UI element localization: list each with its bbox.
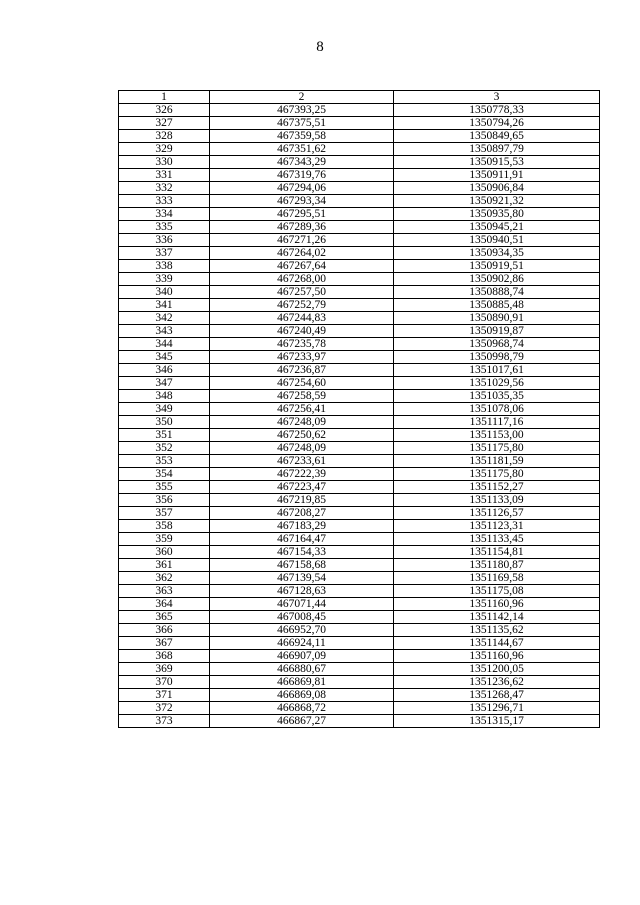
x-coordinate-cell: 467256,41 bbox=[210, 403, 394, 416]
y-coordinate-cell: 1351133,09 bbox=[394, 494, 600, 507]
y-coordinate-cell: 1350919,51 bbox=[394, 260, 600, 273]
y-coordinate-cell: 1351200,05 bbox=[394, 663, 600, 676]
y-coordinate-cell: 1350919,87 bbox=[394, 325, 600, 338]
point-number-cell: 356 bbox=[119, 494, 210, 507]
y-coordinate-cell: 1350945,21 bbox=[394, 221, 600, 234]
table-row bbox=[119, 429, 600, 442]
table-row bbox=[119, 559, 600, 572]
x-coordinate-cell: 467375,51 bbox=[210, 117, 394, 130]
x-coordinate-cell: 467258,59 bbox=[210, 390, 394, 403]
y-coordinate-cell: 1351169,58 bbox=[394, 572, 600, 585]
table-row bbox=[119, 702, 600, 715]
point-number-cell: 358 bbox=[119, 520, 210, 533]
x-coordinate-cell: 467139,54 bbox=[210, 572, 394, 585]
column-header-1: 1 bbox=[119, 91, 210, 104]
point-number-cell: 357 bbox=[119, 507, 210, 520]
y-coordinate-cell: 1350934,35 bbox=[394, 247, 600, 260]
table-row bbox=[119, 546, 600, 559]
table-row bbox=[119, 715, 600, 728]
point-number-cell: 340 bbox=[119, 286, 210, 299]
point-number-cell: 348 bbox=[119, 390, 210, 403]
x-coordinate-cell: 467240,49 bbox=[210, 325, 394, 338]
x-coordinate-cell: 467071,44 bbox=[210, 598, 394, 611]
x-coordinate-cell: 467222,39 bbox=[210, 468, 394, 481]
point-number-cell: 329 bbox=[119, 143, 210, 156]
y-coordinate-cell: 1351160,96 bbox=[394, 598, 600, 611]
x-coordinate-cell: 466869,08 bbox=[210, 689, 394, 702]
table-row bbox=[119, 442, 600, 455]
y-coordinate-cell: 1350849,65 bbox=[394, 130, 600, 143]
x-coordinate-cell: 467128,63 bbox=[210, 585, 394, 598]
point-number-cell: 328 bbox=[119, 130, 210, 143]
table-row bbox=[119, 611, 600, 624]
table-row bbox=[119, 390, 600, 403]
table-row bbox=[119, 572, 600, 585]
point-number-cell: 369 bbox=[119, 663, 210, 676]
y-coordinate-cell: 1350940,51 bbox=[394, 234, 600, 247]
y-coordinate-cell: 1351135,62 bbox=[394, 624, 600, 637]
table-row bbox=[119, 195, 600, 208]
table-row bbox=[119, 286, 600, 299]
point-number-cell: 342 bbox=[119, 312, 210, 325]
x-coordinate-cell: 467248,09 bbox=[210, 416, 394, 429]
table-row bbox=[119, 299, 600, 312]
x-coordinate-cell: 467254,60 bbox=[210, 377, 394, 390]
point-number-cell: 332 bbox=[119, 182, 210, 195]
table-row bbox=[119, 494, 600, 507]
point-number-cell: 334 bbox=[119, 208, 210, 221]
table-row bbox=[119, 468, 600, 481]
table-row bbox=[119, 455, 600, 468]
point-number-cell: 361 bbox=[119, 559, 210, 572]
y-coordinate-cell: 1350778,33 bbox=[394, 104, 600, 117]
page-number: 8 bbox=[316, 39, 324, 55]
point-number-cell: 355 bbox=[119, 481, 210, 494]
x-coordinate-cell: 467233,61 bbox=[210, 455, 394, 468]
x-coordinate-cell: 467268,00 bbox=[210, 273, 394, 286]
table-row bbox=[119, 338, 600, 351]
x-coordinate-cell: 467351,62 bbox=[210, 143, 394, 156]
table-row bbox=[119, 221, 600, 234]
y-coordinate-cell: 1351123,31 bbox=[394, 520, 600, 533]
x-coordinate-cell: 467295,51 bbox=[210, 208, 394, 221]
y-coordinate-cell: 1351142,14 bbox=[394, 611, 600, 624]
y-coordinate-cell: 1350915,53 bbox=[394, 156, 600, 169]
y-coordinate-cell: 1350794,26 bbox=[394, 117, 600, 130]
point-number-cell: 330 bbox=[119, 156, 210, 169]
table-row bbox=[119, 507, 600, 520]
point-number-cell: 372 bbox=[119, 702, 210, 715]
table-row bbox=[119, 208, 600, 221]
table-row bbox=[119, 481, 600, 494]
point-number-cell: 349 bbox=[119, 403, 210, 416]
x-coordinate-cell: 467257,50 bbox=[210, 286, 394, 299]
x-coordinate-cell: 467250,62 bbox=[210, 429, 394, 442]
y-coordinate-cell: 1351117,16 bbox=[394, 416, 600, 429]
table-row bbox=[119, 182, 600, 195]
x-coordinate-cell: 467248,09 bbox=[210, 442, 394, 455]
point-number-cell: 343 bbox=[119, 325, 210, 338]
table-row bbox=[119, 169, 600, 182]
y-coordinate-cell: 1351152,27 bbox=[394, 481, 600, 494]
table-body bbox=[119, 104, 600, 728]
x-coordinate-cell: 467289,36 bbox=[210, 221, 394, 234]
point-number-cell: 354 bbox=[119, 468, 210, 481]
header-row bbox=[119, 91, 600, 104]
x-coordinate-cell: 467343,29 bbox=[210, 156, 394, 169]
table-row bbox=[119, 585, 600, 598]
point-number-cell: 353 bbox=[119, 455, 210, 468]
table-row bbox=[119, 403, 600, 416]
y-coordinate-cell: 1350911,91 bbox=[394, 169, 600, 182]
column-header-3: 3 bbox=[394, 91, 600, 104]
table-row bbox=[119, 104, 600, 117]
y-coordinate-cell: 1350906,84 bbox=[394, 182, 600, 195]
y-coordinate-cell: 1351126,57 bbox=[394, 507, 600, 520]
table-row bbox=[119, 247, 600, 260]
point-number-cell: 367 bbox=[119, 637, 210, 650]
y-coordinate-cell: 1350921,32 bbox=[394, 195, 600, 208]
x-coordinate-cell: 466869,81 bbox=[210, 676, 394, 689]
table-row bbox=[119, 260, 600, 273]
x-coordinate-cell: 466867,27 bbox=[210, 715, 394, 728]
point-number-cell: 370 bbox=[119, 676, 210, 689]
x-coordinate-cell: 466952,70 bbox=[210, 624, 394, 637]
table-row bbox=[119, 624, 600, 637]
y-coordinate-cell: 1350890,91 bbox=[394, 312, 600, 325]
y-coordinate-cell: 1351175,80 bbox=[394, 468, 600, 481]
point-number-cell: 339 bbox=[119, 273, 210, 286]
y-coordinate-cell: 1351315,17 bbox=[394, 715, 600, 728]
x-coordinate-cell: 467219,85 bbox=[210, 494, 394, 507]
x-coordinate-cell: 467393,25 bbox=[210, 104, 394, 117]
point-number-cell: 344 bbox=[119, 338, 210, 351]
x-coordinate-cell: 466868,72 bbox=[210, 702, 394, 715]
x-coordinate-cell: 467244,83 bbox=[210, 312, 394, 325]
point-number-cell: 331 bbox=[119, 169, 210, 182]
x-coordinate-cell: 467154,33 bbox=[210, 546, 394, 559]
y-coordinate-cell: 1351236,62 bbox=[394, 676, 600, 689]
point-number-cell: 336 bbox=[119, 234, 210, 247]
y-coordinate-cell: 1351017,61 bbox=[394, 364, 600, 377]
point-number-cell: 351 bbox=[119, 429, 210, 442]
table-header bbox=[119, 91, 600, 104]
point-number-cell: 362 bbox=[119, 572, 210, 585]
y-coordinate-cell: 1350897,79 bbox=[394, 143, 600, 156]
point-number-cell: 364 bbox=[119, 598, 210, 611]
x-coordinate-cell: 467252,79 bbox=[210, 299, 394, 312]
column-header-2: 2 bbox=[210, 91, 394, 104]
y-coordinate-cell: 1351268,47 bbox=[394, 689, 600, 702]
point-number-cell: 337 bbox=[119, 247, 210, 260]
table-row bbox=[119, 143, 600, 156]
point-number-cell: 371 bbox=[119, 689, 210, 702]
point-number-cell: 352 bbox=[119, 442, 210, 455]
x-coordinate-cell: 467267,64 bbox=[210, 260, 394, 273]
point-number-cell: 363 bbox=[119, 585, 210, 598]
table-row bbox=[119, 598, 600, 611]
x-coordinate-cell: 467233,97 bbox=[210, 351, 394, 364]
table-row bbox=[119, 351, 600, 364]
x-coordinate-cell: 467223,47 bbox=[210, 481, 394, 494]
point-number-cell: 360 bbox=[119, 546, 210, 559]
x-coordinate-cell: 467008,45 bbox=[210, 611, 394, 624]
x-coordinate-cell: 467183,29 bbox=[210, 520, 394, 533]
point-number-cell: 326 bbox=[119, 104, 210, 117]
point-number-cell: 327 bbox=[119, 117, 210, 130]
point-number-cell: 347 bbox=[119, 377, 210, 390]
point-number-cell: 335 bbox=[119, 221, 210, 234]
y-coordinate-cell: 1351175,80 bbox=[394, 442, 600, 455]
coordinates-table bbox=[118, 90, 600, 728]
x-coordinate-cell: 467359,58 bbox=[210, 130, 394, 143]
y-coordinate-cell: 1350885,48 bbox=[394, 299, 600, 312]
table-row bbox=[119, 130, 600, 143]
table-row bbox=[119, 156, 600, 169]
point-number-cell: 350 bbox=[119, 416, 210, 429]
table-row bbox=[119, 325, 600, 338]
y-coordinate-cell: 1351078,06 bbox=[394, 403, 600, 416]
point-number-cell: 373 bbox=[119, 715, 210, 728]
table-row bbox=[119, 533, 600, 546]
table-row bbox=[119, 312, 600, 325]
point-number-cell: 368 bbox=[119, 650, 210, 663]
point-number-cell: 333 bbox=[119, 195, 210, 208]
y-coordinate-cell: 1350968,74 bbox=[394, 338, 600, 351]
y-coordinate-cell: 1351160,96 bbox=[394, 650, 600, 663]
y-coordinate-cell: 1351133,45 bbox=[394, 533, 600, 546]
y-coordinate-cell: 1350902,86 bbox=[394, 273, 600, 286]
table-row bbox=[119, 676, 600, 689]
y-coordinate-cell: 1351180,87 bbox=[394, 559, 600, 572]
point-number-cell: 359 bbox=[119, 533, 210, 546]
x-coordinate-cell: 466924,11 bbox=[210, 637, 394, 650]
x-coordinate-cell: 467236,87 bbox=[210, 364, 394, 377]
table-row bbox=[119, 117, 600, 130]
x-coordinate-cell: 467208,27 bbox=[210, 507, 394, 520]
table-row bbox=[119, 364, 600, 377]
x-coordinate-cell: 467294,06 bbox=[210, 182, 394, 195]
x-coordinate-cell: 467319,76 bbox=[210, 169, 394, 182]
table-row bbox=[119, 689, 600, 702]
point-number-cell: 341 bbox=[119, 299, 210, 312]
y-coordinate-cell: 1351153,00 bbox=[394, 429, 600, 442]
x-coordinate-cell: 467271,26 bbox=[210, 234, 394, 247]
y-coordinate-cell: 1351175,08 bbox=[394, 585, 600, 598]
y-coordinate-cell: 1350998,79 bbox=[394, 351, 600, 364]
table-row bbox=[119, 416, 600, 429]
y-coordinate-cell: 1350888,74 bbox=[394, 286, 600, 299]
x-coordinate-cell: 467264,02 bbox=[210, 247, 394, 260]
point-number-cell: 338 bbox=[119, 260, 210, 273]
x-coordinate-cell: 466907,09 bbox=[210, 650, 394, 663]
y-coordinate-cell: 1351144,67 bbox=[394, 637, 600, 650]
table-row bbox=[119, 663, 600, 676]
table-row bbox=[119, 377, 600, 390]
x-coordinate-cell: 467293,34 bbox=[210, 195, 394, 208]
point-number-cell: 365 bbox=[119, 611, 210, 624]
point-number-cell: 345 bbox=[119, 351, 210, 364]
y-coordinate-cell: 1351296,71 bbox=[394, 702, 600, 715]
table-row bbox=[119, 520, 600, 533]
x-coordinate-cell: 467158,68 bbox=[210, 559, 394, 572]
y-coordinate-cell: 1351029,56 bbox=[394, 377, 600, 390]
x-coordinate-cell: 467235,78 bbox=[210, 338, 394, 351]
x-coordinate-cell: 466880,67 bbox=[210, 663, 394, 676]
y-coordinate-cell: 1350935,80 bbox=[394, 208, 600, 221]
table-row bbox=[119, 637, 600, 650]
table-row bbox=[119, 650, 600, 663]
y-coordinate-cell: 1351181,59 bbox=[394, 455, 600, 468]
x-coordinate-cell: 467164,47 bbox=[210, 533, 394, 546]
y-coordinate-cell: 1351154,81 bbox=[394, 546, 600, 559]
table-row bbox=[119, 234, 600, 247]
point-number-cell: 366 bbox=[119, 624, 210, 637]
y-coordinate-cell: 1351035,35 bbox=[394, 390, 600, 403]
point-number-cell: 346 bbox=[119, 364, 210, 377]
table-row bbox=[119, 273, 600, 286]
